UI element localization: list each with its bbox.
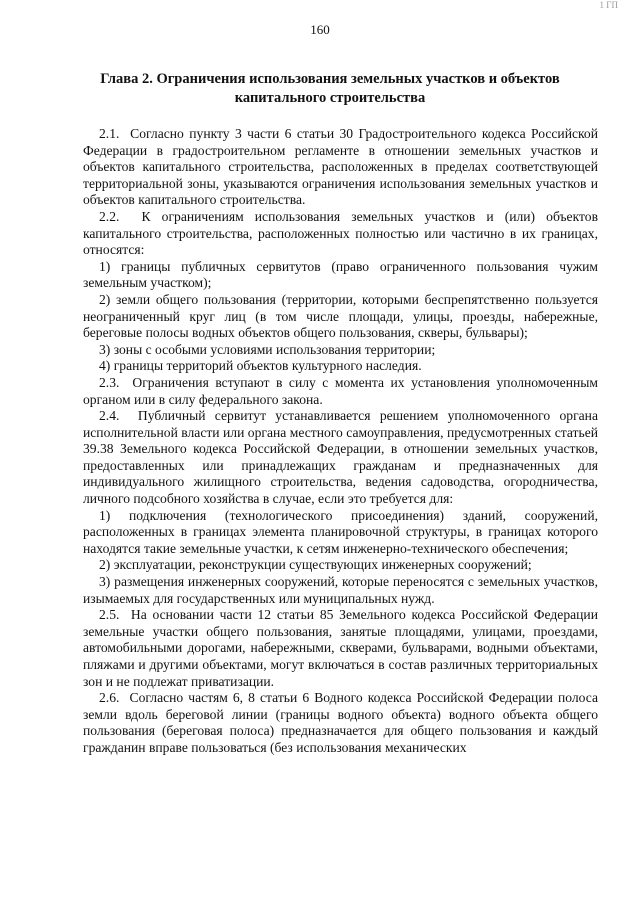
paragraph-2-1: 2.1. Согласно пункту 3 части 6 статьи 30 Градостроительного кодекса Российской Федерации в градостроительном регламенте в отношении земельных участков и объектов капитального строительства, расположенных в пределах соответствующей территориальной зоны, указываются ограничения использования земельных участков и объектов капитального строительства. xyxy=(83,126,598,208)
chapter-title-line-1: Глава 2. Ограничения использования земельных участков и объектов xyxy=(100,71,560,87)
page-number: 160 xyxy=(310,22,330,37)
paragraph-2-4: 2.4. Публичный сервитут устанавливается решением уполномоченного органа исполнительной власти или органа местного самоуправления, предусмотренных статьей 39.38 Земельного кодекса Российской Федерации, в отношении земельных участков, предоставленных или принадлежащих гражданам и предназначенных для индивидуального жилищного строительства, ведения садоводства, огородничества, личного подсобного хозяйства в случае, если это требуется для: xyxy=(83,408,598,507)
chapter-title-line-2: капитального строительства xyxy=(234,90,426,106)
paragraph-2-2: 2.2. К ограничениям использования земельных участков и (или) объектов капитального строительства, расположенных полностью или частично в их границах, относятся: xyxy=(83,208,598,258)
corner-mark: 1 ГП xyxy=(599,0,618,10)
paragraph-2-6: 2.6. Согласно частям 6, 8 статьи 6 Водного кодекса Российской Федерации полоса земли вдоль береговой линии (границы водного объекта) водного объекта общего пользования (береговая полоса) предназначается для общего пользования и каждый гражданин вправе пользоваться (без использования механических xyxy=(83,690,598,755)
list-item: 3) размещения инженерных сооружений, которые переносятся с земельных участков, изымаемых для государственных или муниципальных нужд. xyxy=(83,574,598,606)
paragraph-2-5: 2.5. На основании части 12 статьи 85 Земельного кодекса Российской Федерации земельные участки общего пользования, занятые площадями, улицами, проездами, автомобильными дорогами, набережными, скверами, бульварами, водными объектами, пляжами и другими объектами, могут включаться в состав различных территориальных зон и не подлежат приватизации. xyxy=(83,607,598,689)
paragraph-2-3: 2.3. Ограничения вступают в силу с момента их установления уполномоченным органом или в силу федерального закона. xyxy=(83,374,598,407)
list-item: 2) земли общего пользования (территории, которыми беспрепятственно пользуется неограниченный круг лиц (в том числе площади, улицы, проезды, набережные, береговые полосы водных объектов общего пользования, скверы, бульвары); xyxy=(83,291,598,341)
list-item: 1) подключения (технологического присоединения) зданий, сооружений, расположенных в границах элемента планировочной структуры, в границах которого находятся такие земельные участки, к сетям инженерно-технического обеспечения; xyxy=(83,507,598,556)
document-body xyxy=(83,126,598,757)
chapter-title xyxy=(80,70,580,108)
list-item: 1) границы публичных сервитутов (право ограниченного пользования чужим земельным участком); xyxy=(83,258,598,291)
list-item: 2) эксплуатации, реконструкции существующих инженерных сооружений; xyxy=(99,557,532,573)
list-item: 4) границы территорий объектов культурного наследия. xyxy=(99,358,422,374)
list-item: 3) зоны с особыми условиями использования территории; xyxy=(99,341,436,357)
